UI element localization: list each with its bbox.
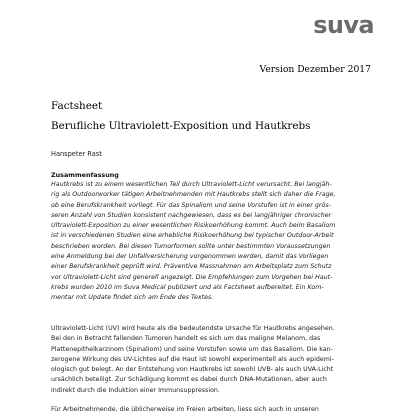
summary-line: ist in verschiedenen Studien eine erhebliche Risikoerhöhung bei typischer Outdoor-Arbeit xyxy=(51,232,334,240)
summary-line: seren Anzahl von Studien konsistent nachgewiesen, dass es bei langjähriger chronischer xyxy=(51,211,332,219)
paragraph-line: ologisch gut belegt. An der Entstehung von Hautkrebs ist sowohl UVB- als auch UVA-Licht xyxy=(51,366,334,374)
paragraph-line: Bei den in Betracht fallenden Tumoren handelt es sich um das maligne Melanom, das xyxy=(51,335,321,343)
summary-line: ob eine Berufskrankheit vorliegt. Für das Spinaliom und seine Vorstufen ist in einer grös- xyxy=(51,201,331,209)
body-paragraph-1 xyxy=(51,324,371,396)
suva-logo: suva xyxy=(313,11,374,39)
summary-line: beschrieben worden. Bei diesen Tumorformen sollte unter bestimmten Voraussetzungen xyxy=(51,242,331,250)
document-type: Factsheet xyxy=(51,100,103,112)
summary-line: eine Anmeldung bei der Unfallversicherung vorgenommen werden, damit das Vorliegen xyxy=(51,253,329,261)
summary-line: krebs wurden 2010 im Suva Medical publiziert und als Factsheet aufbereitet. Ein Kom- xyxy=(51,283,324,291)
summary-line: Ultraviolett-Exposition zu einer wesentlichen Risikoerhöhung kommt. Auch beim Basaliom xyxy=(51,222,336,230)
summary-line: mentar mit Update findet sich am Ende des Textes. xyxy=(51,294,214,302)
author-name: Hanspeter Rast xyxy=(51,150,102,158)
paragraph-line: ursächlich beteiligt. Zur Schädigung kommt es dabei durch DNA-Mutationen, aber auch xyxy=(51,376,327,384)
summary-heading: Zusammenfassung xyxy=(51,171,119,179)
document-title: Berufliche Ultraviolett-Exposition und Hautkrebs xyxy=(51,120,311,132)
paragraph-line: Plattenepithelkarzinom (Spinaliom) und seine Vorstufen sowie um das Basaliom. Die kan- xyxy=(51,345,333,353)
body-paragraph-2 xyxy=(51,405,371,415)
paragraph-line: Für Arbeitnehmende, die üblicherweise im Freien arbeiten, liess sich auch in unseren xyxy=(51,406,319,413)
summary-section xyxy=(51,170,371,304)
paragraph-line: indirekt durch die Induktion einer Immunsuppression. xyxy=(51,386,220,394)
summary-line: einer Berufskrankheit geprüft wird. Präventive Massnahmen am Arbeitsplatz zum Schutz xyxy=(51,263,332,271)
paragraph-line: zerogene Wirkung des UV-Lichtes auf die Haut ist sowohl experimentell als auch epidemi- xyxy=(51,355,334,363)
document-version: Version Dezember 2017 xyxy=(259,64,371,75)
summary-text xyxy=(51,180,371,304)
summary-line: Hautkrebs ist zu einem wesentlichen Teil durch Ultraviolett-Licht verursacht. Bei langjäh- xyxy=(51,181,332,188)
summary-line: vor Ultraviolett-Licht sind generell angezeigt. Die Empfehlungen zum Vorgehen bei Haut- xyxy=(51,273,333,281)
paragraph-line: Ultraviolett-Licht (UV) wird heute als die bedeutendste Ursache für Hautkrebs angesehen. xyxy=(51,325,335,332)
summary-line: rig als Outdoorworker tätigen Arbeitnehmenden mit Hautkrebs stellt sich daher die Frage, xyxy=(51,191,336,199)
